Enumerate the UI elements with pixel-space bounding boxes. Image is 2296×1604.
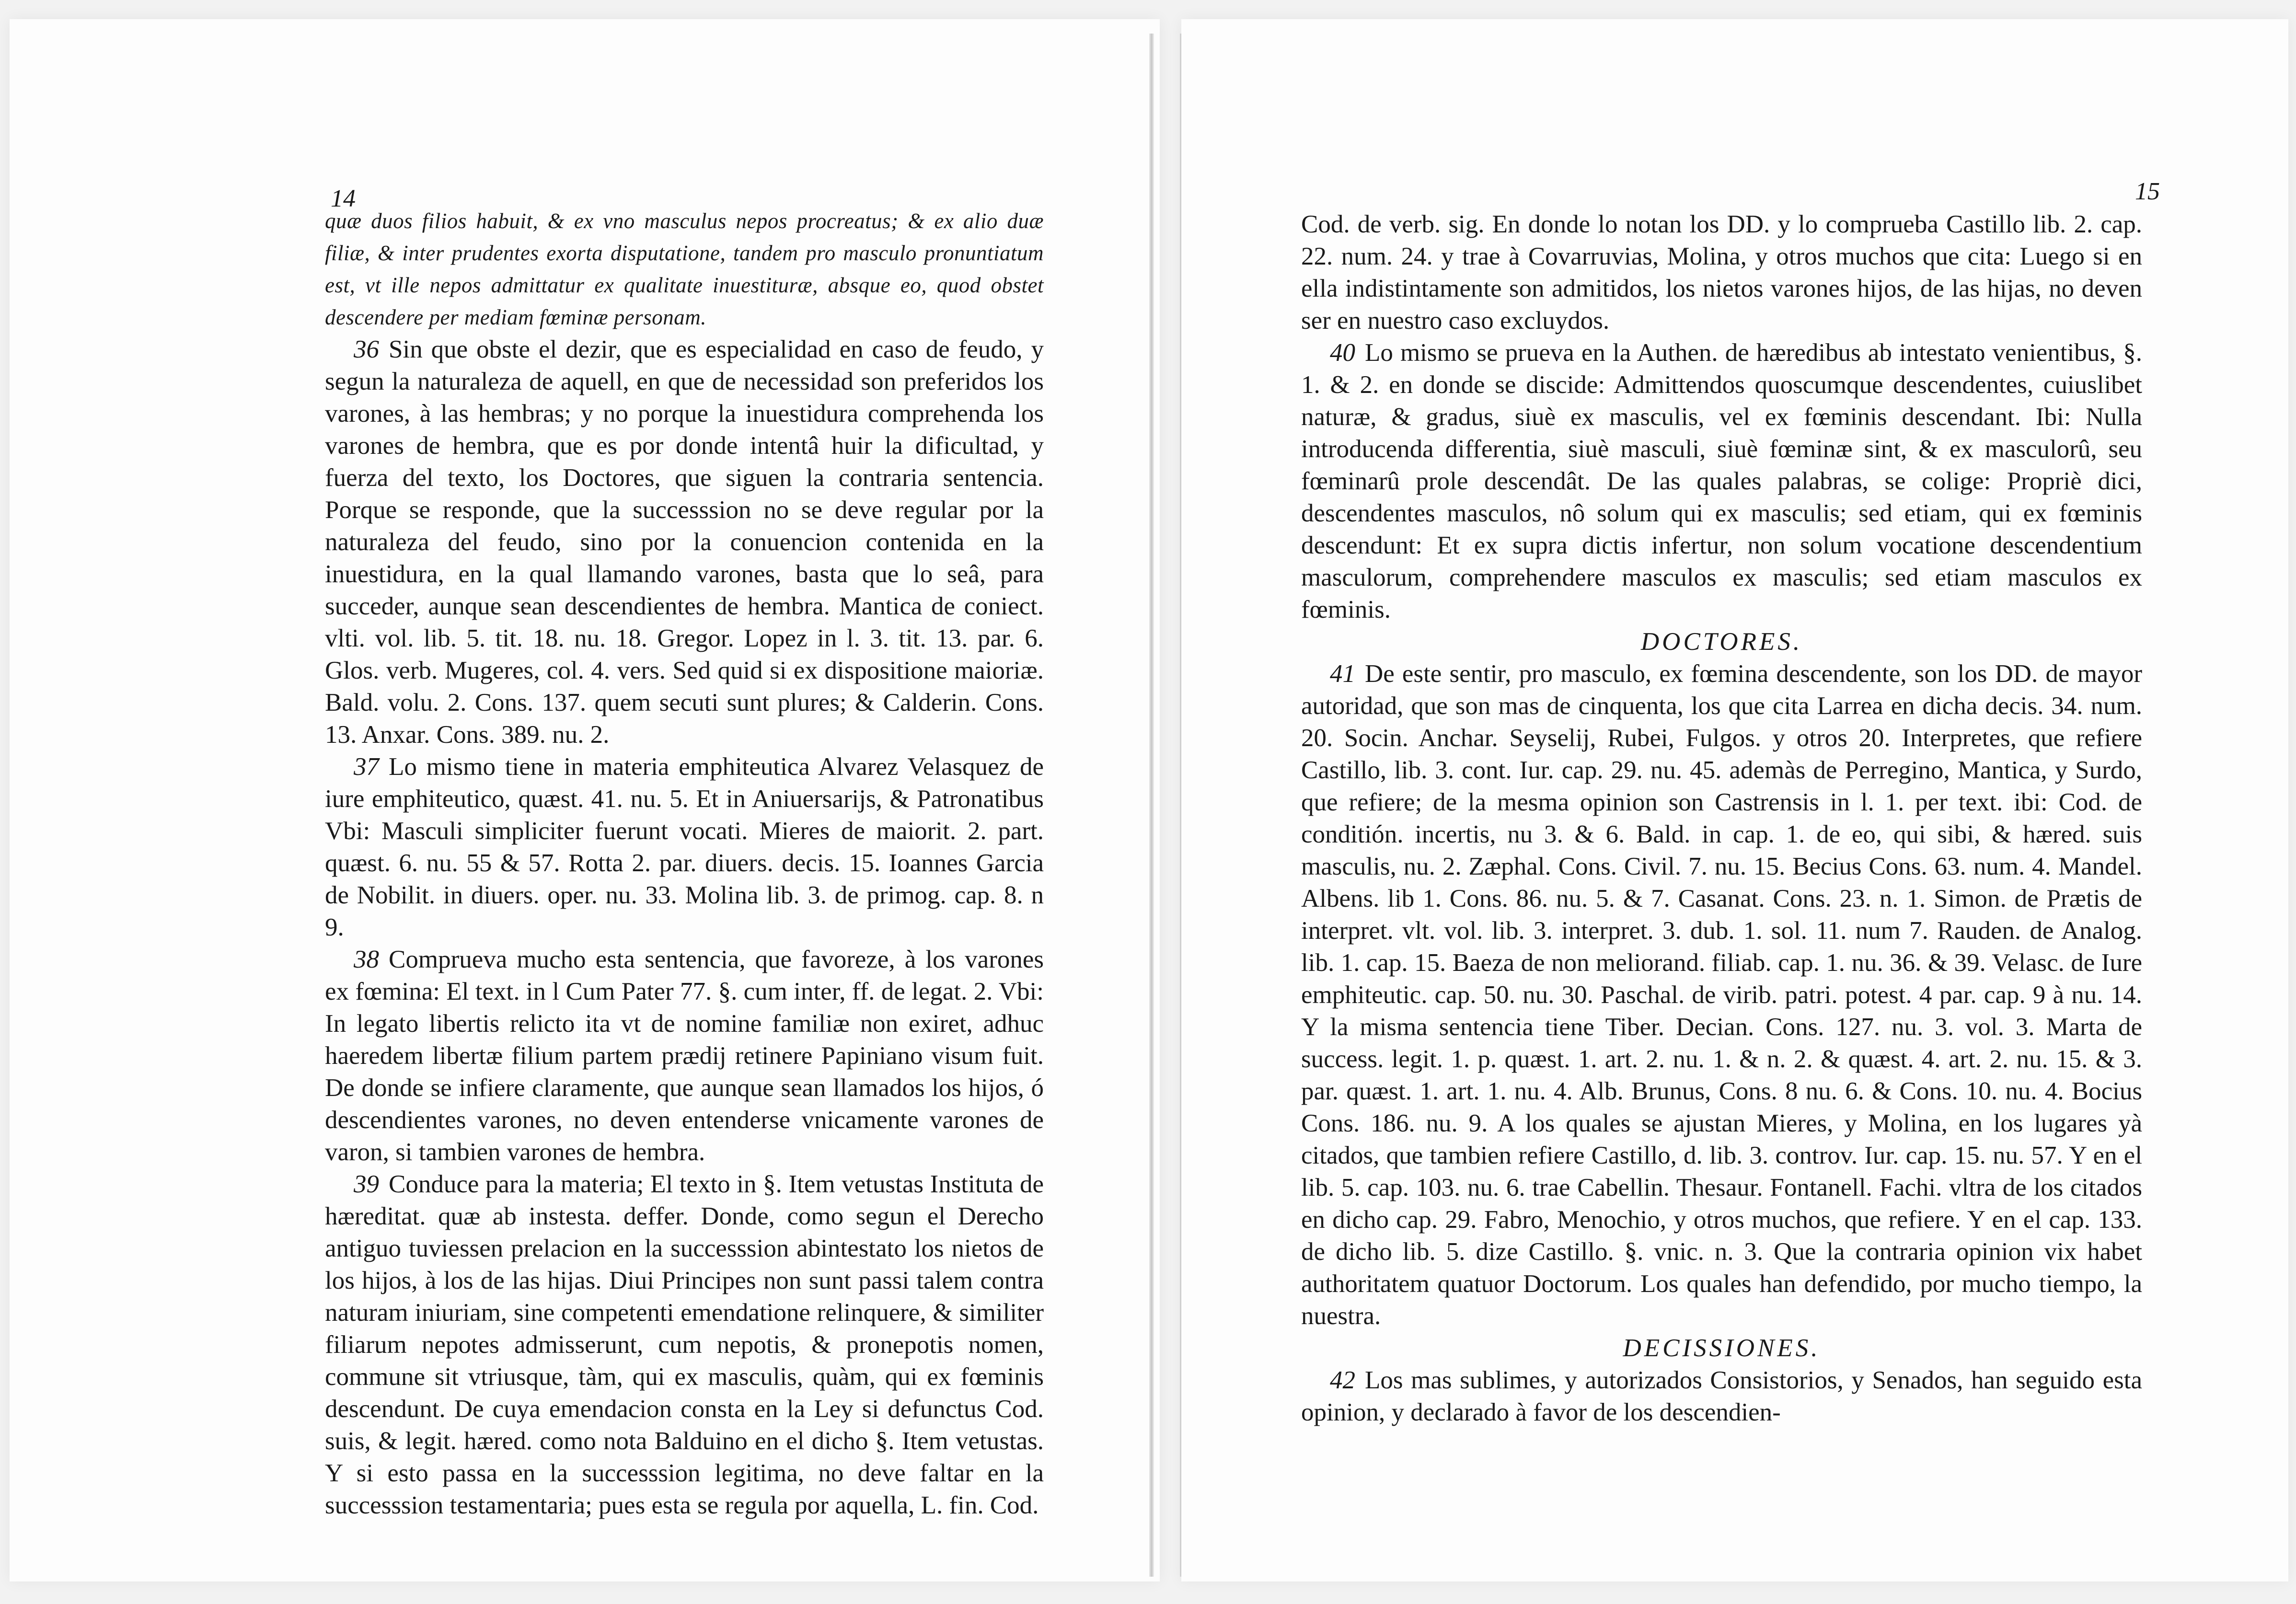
- paragraph-number: 38: [354, 946, 379, 973]
- paragraph-number: 40: [1330, 339, 1355, 367]
- paragraph-text: De este sentir, pro masculo, ex fœmina descendente, son los DD. de mayor autoridad, que son mas de cinquenta, los que cita Larrea en dicha decis. 34. num. 20. Socin. Anchar. Seyselij, Rubei, Fulgos. y otros 20. Interpretes, que refiere Castillo, lib. 3. cont. Iur. cap. 29. nu. 45. ademàs de Perregino, Mantica, y Surdo, que refiere; de la mesma opinion son Castrensis in l. 1. per text. ibi: Cod. de conditión. incertis, nu 3. & 6. Bald. in cap. 1. de eo, qui sibi, & hæred. suis masculis, nu. 2. Zæphal. Cons. Civil. 7. nu. 15. Becius Cons. 63. num. 4. Mandel. Albens. lib 1. Cons. 86. nu. 5. & 7. Casanat. Cons. 23. n. 1. Simon. de Prætis de interpret. vlt. vol. lib. 3. interpret. 3. dub. 1. sol. 11. num 7. Rauden. de Analog. lib. 1. cap. 15. Baeza de non meliorand. filiab. cap. 1. nu. 36. & 39. Velasc. de Iure emphiteutic. cap. 50. nu. 30. Paschal. de virib. patri. potest. 4 par. cap. 9 à nu. 14. Y la misma sentencia tiene Tiber. Decian. Cons. 127. nu. 3. vol. 3. Marta de success. legit. 1. p. quæst. 1. art. 2. nu. 1. & n. 2. & quæst. 4. art. 2. nu. 15. & 3. par. quæst. 1. art. 1. nu. 4. Alb. Brunus, Cons. 8 nu. 6. & Cons. 10. nu. 4. Bocius Cons. 186. nu. 9. A los quales se ajustan Mieres, y Molina, en los lugares yà citados, que tambien refiere Castillo, d. lib. 3. controv. Iur. cap. 15. nu. 57. Y en el lib. 5. cap. 103. nu. 6. trae Cabellin. Thesaur. Fontanell. Fachi. vltra de los citados en dicho cap. 29. Fabro, Menochio, y otros muchos, que refiere. Y en el cap. 133. de dicho lib. 5. dize Castillo. §. vnic. n. 3. Que la contraria opinion vix habet authoritatem quatuor Doctorum. Los quales han defendido, por mucho tiempo, la nuestra.: [1301, 660, 2142, 1330]
- paragraph-38: [325, 944, 1044, 1168]
- paragraph-40: [1301, 337, 2142, 626]
- paragraph-text: Comprueva mucho esta sentencia, que favoreze, à los varones ex fœmina: El text. in l Cum Pater 77. §. cum inter, ff. de legat. 2. Vbi: In legato libertis relicto ita vt de nomine familiæ non exiret, adhuc haeredem libertæ filium partem prædij retinere Papiniano visum fuit. De donde se infiere claramente, que aunque sean llamados los hijos, ó descendientes varones, no deven entenderse vnicamente varones de varon, si tambien varones de hembra.: [325, 946, 1044, 1166]
- paragraph-39: [325, 1168, 1044, 1522]
- paragraph-text: Los mas sublimes, y autorizados Consistorios, y Senados, han seguido esta opinion, y declarado à favor de los descendien-: [1301, 1366, 2142, 1426]
- paragraph-text: Cod. de verb. sig. En donde lo notan los DD. y lo comprueba Castillo lib. 2. cap. 22. num. 24. y trae à Covarruvias, Molina, y otros muchos que cita: Luego si en ella indistintamente son admitidos, los nietos varones hijos, de las hijas, no deven ser en nuestro caso excluydos.: [1301, 210, 2142, 335]
- paragraph-number: 36: [354, 335, 379, 363]
- paragraph-number: 41: [1330, 660, 1355, 688]
- page-number-right: 15: [2135, 178, 2160, 205]
- paragraph-number: 42: [1330, 1366, 1355, 1394]
- left-page-text: [325, 205, 1044, 1522]
- section-heading-doctores: DOCTORES.: [1640, 628, 1803, 656]
- section-heading-decissiones: DECISSIONES.: [1623, 1334, 1821, 1362]
- paragraph-41: [1301, 658, 2142, 1332]
- paragraph-number: 39: [354, 1170, 379, 1198]
- paragraph-42: [1301, 1364, 2142, 1429]
- paragraph-37: [325, 751, 1044, 944]
- paragraph-text: Lo mismo se prueva en la Authen. de hæredibus ab intestato venientibus, §. 1. & 2. en donde se discide: Admittendos quoscumque descendentes, cuiuslibet naturæ, & gradus, siuè ex masculis, vel ex fœminis descendant. Ibi: Nulla introducenda differentia, siuè masculi, siuè fœminæ sint, & ex masculorû, seu fœminarû prole descendât. De las quales palabras, se colige: Propriè dici, descendentes masculos, nô solum qui ex masculis; sed etiam, qui ex fœminis descendunt: Et ex supra dictis infertur, non solum vocatione descendentium masculorum, comprehendere masculos ex masculis; sed etiam masculos ex fœminis.: [1301, 339, 2142, 623]
- page-number-left: 14: [331, 185, 356, 212]
- left-page: [10, 19, 1160, 1581]
- paragraph-intro: [325, 205, 1044, 334]
- paragraph-number: 37: [354, 753, 379, 781]
- paragraph-text: Lo mismo tiene in materia emphiteutica Alvarez Velasquez de iure emphiteutico, quæst. 41. nu. 5. Et in Aniuersarijs, & Patronatibus Vbi: Masculi simpliciter fuerunt vocati. Mieres de maiorit. 2. part. quæst. 6. nu. 55 & 57. Rotta 2. par. diuers. decis. 15. Ioannes Garcia de Nobilit. in diuers. oper. nu. 33. Molina lib. 3. de primog. cap. 8. n 9.: [325, 753, 1044, 941]
- paragraph-36: [325, 334, 1044, 751]
- right-page-text: [1301, 208, 2142, 1429]
- page-gutter-shadow: [1149, 34, 1154, 1577]
- paragraph-text: quæ duos filios habuit, & ex vno masculus nepos procreatus; & ex alio duæ filiæ, & inter prudentes exorta disputatione, tandem pro masculo pronuntiatum est, vt ille nepos admittatur ex qualitate inuestituræ, absque eo, quod obstet descendere per mediam fœminæ personam.: [325, 209, 1044, 329]
- paragraph-text: Conduce para la materia; El texto in §. Item vetustas Instituta de hæreditat. quæ ab instesta. deffer. Donde, como segun el Derecho antiguo tuviessen prelacion en la successsion abintestato los nietos de los hijos, à los de las hijas. Diui Principes non sunt passi talem contra naturam iniuriam, sine competenti emendatione relinquere, & similiter filiarum nepotes admisserunt, cum nepotis, & pronepotis nomen, commune sit vtriusque, tàm, qui ex masculis, quàm, qui ex fœminis descendunt. De cuya emendacion consta en la Ley si defunctus Cod. suis, & legit. hæred. como nota Balduino en el dicho §. Item vetustas. Y si esto passa en la successsion legitima, no deve faltar en la successsion testamentaria; pues esta se regula por aquella, L. fin. Cod.: [325, 1170, 1044, 1519]
- right-page: [1181, 19, 2288, 1581]
- paragraph-text: Sin que obste el dezir, que es especialidad en caso de feudo, y segun la naturaleza de aquell, en que de necessidad son preferidos los varones, à las hembras; y no porque la inuestidura comprehenda los varones de hembra, que es por donde intentâ huir la dificultad, y fuerza del texto, los Doctores, que siguen la contraria sentencia. Porque se responde, que la successsion no se deve regular por la naturaleza del feudo, sino por la conuencion contenida en la inuestidura, en la qual llamando varones, basta que lo seâ, para succeder, aunque sean descendientes de hembra. Mantica de coniect. vlti. vol. lib. 5. tit. 18. nu. 18. Gregor. Lopez in l. 3. tit. 13. par. 6. Glos. verb. Mugeres, col. 4. vers. Sed quid si ex dispositione maioriæ. Bald. volu. 2. Cons. 137. quem secuti sunt plures; & Calderin. Cons. 13. Anxar. Cons. 389. nu. 2.: [325, 335, 1044, 749]
- paragraph-continued: [1301, 208, 2142, 337]
